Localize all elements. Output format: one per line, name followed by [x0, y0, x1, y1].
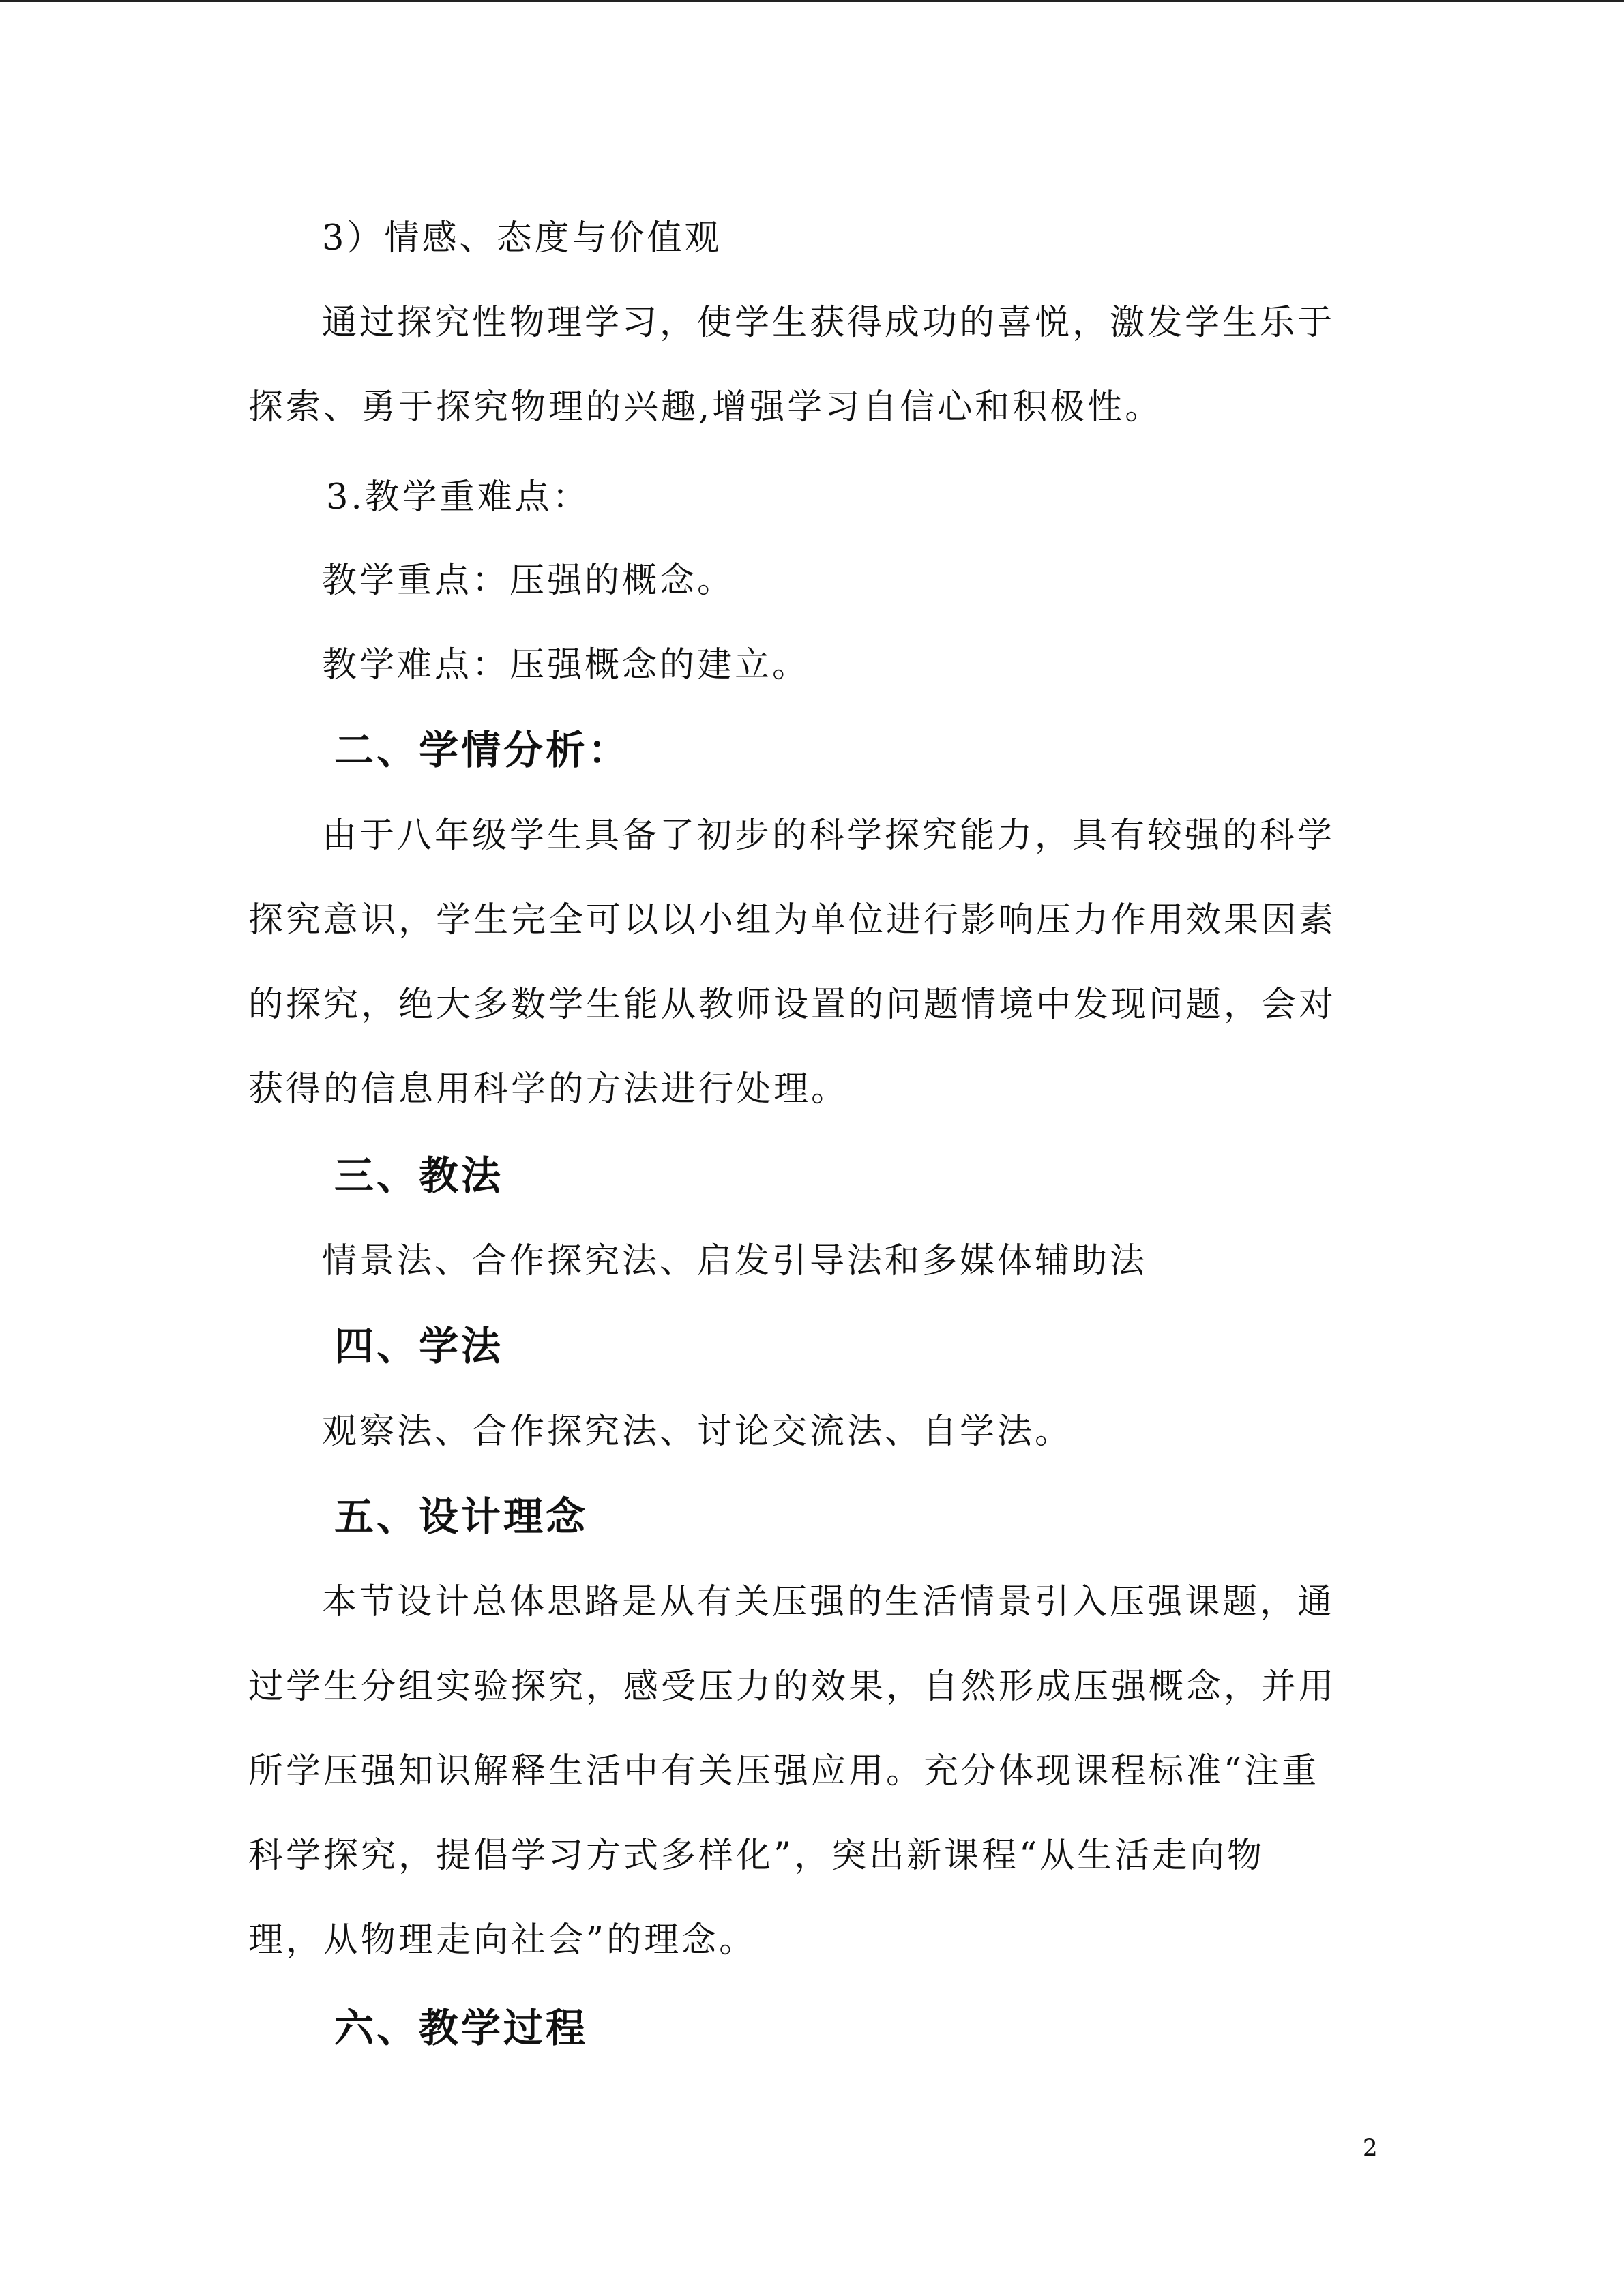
section-heading-design-concept: 五、设计理念: [334, 1493, 589, 1540]
paragraph-line: 过学生分组实验探究，感受压力的效果，自然形成压强概念，并用: [248, 1667, 1337, 1707]
key-point-line: 教学重点：压强的概念。: [322, 561, 735, 601]
page-number: 2: [1363, 2134, 1378, 2162]
paragraph-line: 探索、勇于探究物理的兴趣,增强学习自信心和积极性。: [248, 387, 1163, 428]
paragraph-line: 所学压强知识解释生活中有关压强应用。充分体现课程标准“注重: [248, 1751, 1320, 1791]
paragraph-line: 由于八年级学生具备了初步的科学探究能力，具有较强的科学: [322, 816, 1335, 856]
paragraph-line: 科学探究，提倡学习方式多样化”，突出新课程“从生活走向物: [248, 1836, 1265, 1876]
section-heading-student-analysis: 二、学情分析：: [334, 727, 631, 773]
section-heading-teaching-process: 六、教学过程: [334, 2005, 589, 2051]
paragraph-line: 探究意识，学生完全可以以小组为单位进行影响压力作用效果因素: [248, 900, 1337, 940]
paragraph-line: 通过探究性物理学习，使学生获得成功的喜悦，激发学生乐于: [322, 303, 1335, 343]
subsection-title-affective-goals: 3）情感、态度与价值观: [322, 218, 722, 258]
section-heading-learning-methods: 四、学法: [334, 1323, 504, 1369]
page-top-border: [0, 0, 1624, 2]
subsection-title-key-points: 3.教学重难点：: [326, 477, 590, 518]
paragraph-line: 观察法、合作探究法、讨论交流法、自学法。: [322, 1412, 1073, 1452]
paragraph-line: 情景法、合作探究法、启发引导法和多媒体辅助法: [322, 1241, 1148, 1281]
paragraph-line: 本节设计总体思路是从有关压强的生活情景引入压强课题，通: [322, 1582, 1335, 1622]
section-heading-teaching-methods: 三、教法: [334, 1152, 504, 1199]
paragraph-line: 理，从物理走向社会”的理念。: [248, 1920, 757, 1960]
paragraph-line: 的探究，绝大多数学生能从教师设置的问题情境中发现问题，会对: [248, 985, 1337, 1025]
paragraph-line: 获得的信息用科学的方法进行处理。: [248, 1069, 849, 1109]
difficult-point-line: 教学难点：压强概念的建立。: [322, 645, 810, 685]
